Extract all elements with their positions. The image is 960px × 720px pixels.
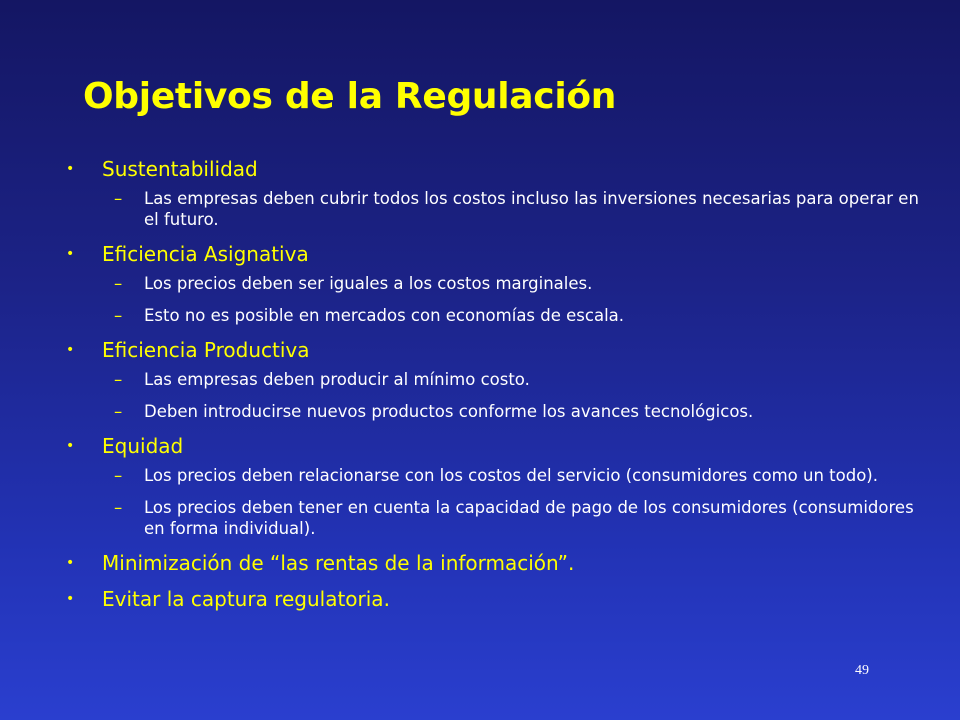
sub-item — [66, 401, 936, 422]
bullet-item-eficiencia-productiva — [66, 337, 936, 422]
bullet-row — [66, 156, 936, 182]
sub-item-text: Los precios deben tener en cuenta la capacidad de pago de los consumidores (consumidores en forma individual). — [144, 498, 914, 538]
bullet-icon: • — [66, 342, 75, 358]
bullet-label: Eficiencia Productiva — [102, 338, 310, 362]
bullet-icon: • — [66, 438, 75, 454]
dash-icon: – — [114, 189, 123, 208]
bullet-item-minimizacion — [66, 550, 936, 576]
dash-icon: – — [114, 402, 123, 421]
bullet-item-sustentabilidad — [66, 156, 936, 230]
sub-item-text: Esto no es posible en mercados con economías de escala. — [144, 306, 625, 325]
bullet-item-eficiencia-asignativa — [66, 241, 936, 326]
slide-title: Objetivos de la Regulación — [83, 76, 617, 117]
bullet-row — [66, 337, 936, 363]
dash-icon: – — [114, 306, 123, 325]
dash-icon: – — [114, 370, 123, 389]
dash-icon: – — [114, 274, 123, 293]
sub-item — [66, 497, 936, 539]
page-number: 49 — [855, 663, 869, 678]
bullet-label: Sustentabilidad — [102, 157, 258, 181]
dash-icon: – — [114, 466, 123, 485]
bullet-label: Equidad — [102, 434, 184, 458]
sub-item — [66, 305, 936, 326]
sub-list — [66, 188, 936, 230]
sub-list — [66, 465, 936, 539]
sub-item — [66, 369, 936, 390]
sub-item-text: Los precios deben ser iguales a los costos marginales. — [144, 274, 593, 293]
sub-item-text: Las empresas deben cubrir todos los costos incluso las inversiones necesarias para operar en el futuro. — [144, 189, 919, 229]
bullet-item-equidad — [66, 433, 936, 539]
bullet-row — [66, 433, 936, 459]
sub-item-text: Los precios deben relacionarse con los costos del servicio (consumidores como un todo). — [144, 466, 878, 485]
bullet-row — [66, 586, 936, 612]
bullet-item-captura — [66, 586, 936, 612]
sub-item-text: Las empresas deben producir al mínimo costo. — [144, 370, 530, 389]
sub-item — [66, 273, 936, 294]
bullet-label: Eficiencia Asignativa — [102, 242, 309, 266]
bullet-icon: • — [66, 161, 75, 177]
bullet-label: Minimización de “las rentas de la información”. — [102, 551, 575, 575]
sub-list — [66, 273, 936, 326]
bullet-icon: • — [66, 246, 75, 262]
bullet-row — [66, 241, 936, 267]
bullet-label: Evitar la captura regulatoria. — [102, 587, 390, 611]
sub-item-text: Deben introducirse nuevos productos conforme los avances tecnológicos. — [144, 402, 754, 421]
dash-icon: – — [114, 498, 123, 517]
bullet-row — [66, 550, 936, 576]
sub-item — [66, 465, 936, 486]
sub-list — [66, 369, 936, 422]
sub-item — [66, 188, 936, 230]
bullet-icon: • — [66, 555, 75, 571]
bullet-list — [66, 156, 936, 612]
bullet-icon: • — [66, 591, 75, 607]
